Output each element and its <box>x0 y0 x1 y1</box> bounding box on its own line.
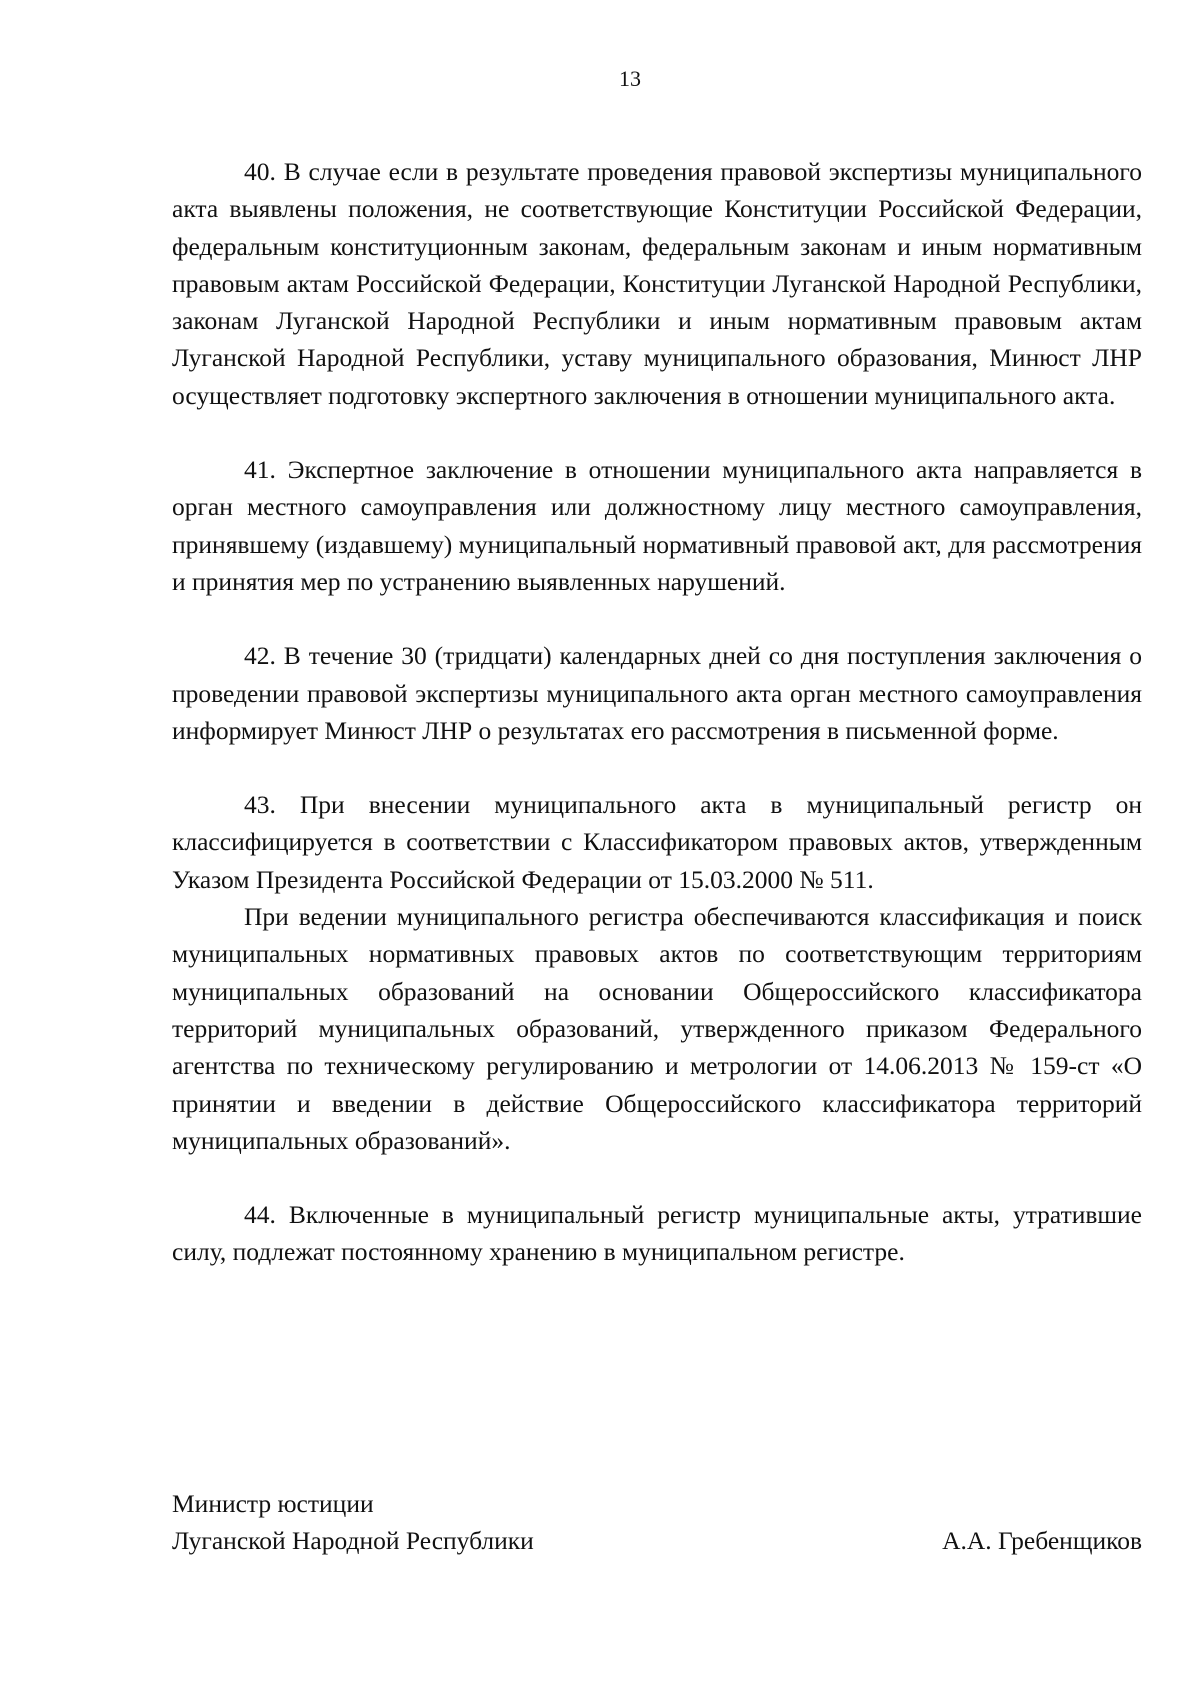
signature-row <box>172 1522 1142 1559</box>
signatory-name: А.А. Гребенщиков <box>942 1526 1142 1556</box>
signature-block <box>172 1485 1142 1560</box>
signatory-position-line2: Луганской Народной Республики <box>172 1526 534 1556</box>
document-body <box>172 153 1142 1271</box>
paragraph-42: 42. В течение 30 (тридцати) календарных дней со дня поступления заключения о проведении правовой экспертизы муниципального акта орган местного самоуправления информирует Минюст ЛНР о результатах его рассмотрения в письменной форме. <box>172 641 1142 745</box>
paragraph-43-continued: При ведении муниципального регистра обеспечиваются классификация и поиск муниципальных нормативных правовых актов по соответствующим территориям муниципальных образований на основании Общероссийского классификатора территорий муниципальных образований, утвержденного приказом Федерального агентства по техническому регулированию и метрологии от 14.06.2013 № 159-ст «О принятии и введении в действие Общероссийского классификатора территорий муниципальных образований». <box>172 902 1142 1155</box>
paragraph-44: 44. Включенные в муниципальный регистр муниципальные акты, утратившие силу, подлежат постоянному хранению в муниципальном регистре. <box>172 1200 1142 1267</box>
page-number: 13 <box>619 66 641 91</box>
paragraph-43: 43. При внесении муниципального акта в муниципальный регистр он классифицируется в соответствии с Классификатором правовых актов, утвержденным Указом Президента Российской Федерации от 15.03.2000 № 511. <box>172 790 1142 894</box>
signatory-position-line1: Министр юстиции <box>172 1489 374 1518</box>
paragraph-40: 40. В случае если в результате проведения правовой экспертизы муниципального акта выявлены положения, не соответствующие Конституции Российской Федерации, федеральным конституционным законам, федеральным законам и иным нормативным правовым актам Российской Федерации, Конституции Луганской Народной Республики, законам Луганской Народной Республики и иным нормативным правовым актам Луганской Народной Республики, уставу муниципального образования, Минюст ЛНР осуществляет подготовку экспертного заключения в отношении муниципального акта. <box>172 157 1142 410</box>
paragraph-41: 41. Экспертное заключение в отношении муниципального акта направляется в орган местного самоуправления или должностному лицу местного самоуправления, принявшему (издавшему) муниципальный нормативный правовой акт, для рассмотрения и принятия мер по устранению выявленных нарушений. <box>172 455 1142 596</box>
